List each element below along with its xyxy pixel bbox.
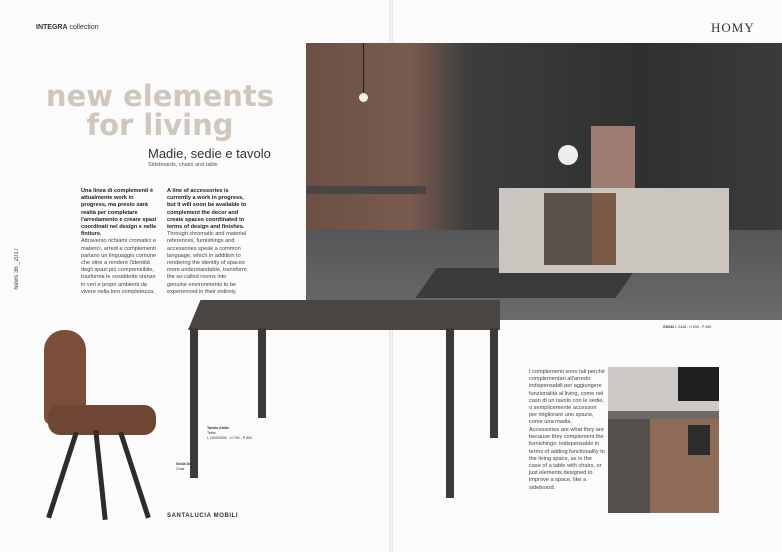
chair-leg — [93, 430, 107, 520]
caption-type: Table — [207, 431, 216, 435]
sideboard-open-shelf — [592, 193, 616, 265]
detail-door — [608, 419, 650, 513]
chair-caption — [176, 462, 236, 472]
text-column-english — [167, 188, 247, 296]
caption-dims: L 1600/2600 - H 750 - P 800 — [207, 436, 253, 440]
chair-leg — [46, 431, 79, 518]
table-leg — [446, 328, 454, 498]
header-brand: INTEGRA — [36, 24, 68, 31]
sideboard-caption — [663, 325, 773, 330]
page-title — [40, 79, 280, 142]
sideboard-detail-photo — [608, 367, 719, 513]
table-leg — [258, 328, 266, 418]
dining-table-image — [188, 300, 500, 480]
caption-dims: L 2448 - H 630 - P 480 — [675, 325, 712, 329]
photo-table-lamp — [558, 145, 578, 165]
chair-image — [32, 330, 172, 520]
title-line-1: new elements — [45, 79, 275, 113]
table-leg — [190, 328, 198, 478]
pendant-lamp-bulb — [359, 93, 368, 102]
photo-artwork — [591, 126, 635, 188]
subtitle-italian: Madie, sedie e tavolo — [148, 146, 271, 161]
title-line-2: for living — [86, 108, 234, 142]
right-text-english: Accessories are what they are because they complement the furnishings: indispensable in terms of adding functionality to the living space, as in the case of a table with chairs, or just elements designed to improve a space, like a sideboard. — [529, 427, 605, 491]
caption-name: GS042 — [663, 325, 675, 329]
lead-paragraph: Una linea di complementi è attualmente work in progress, ma presto sarà realtà per completare l'arredamento e creare spazi coordinati nel design e nelle finiture. — [81, 188, 157, 238]
pendant-lamp-cord — [363, 43, 364, 95]
section-header — [36, 24, 99, 31]
right-text-italian: I complementi sono tali perché complementari all'arredo: indispensabili per aggiungere funzionalità al living, come nel caso di un tavolo con le sedie, o semplicemente accessori per migliorare uno spazio, come una madia. — [529, 369, 605, 426]
living-room-photo — [306, 43, 782, 320]
table-top — [188, 300, 500, 330]
issue-label-left: News 36 _2017 — [14, 248, 20, 290]
table-leg — [490, 328, 498, 438]
header-section: collection — [69, 24, 99, 31]
table-caption — [207, 426, 277, 441]
brand-logo: HOMY — [711, 20, 755, 35]
chair-seat — [48, 405, 156, 435]
lead-paragraph: A line of accessories is currently a work in progress, but it will soon be available to complement the decor and create spaces coordinated in terms of design and finishes. — [167, 188, 247, 231]
detail-books — [688, 425, 710, 455]
detail-top-slab — [608, 411, 719, 419]
caption-name: Sedia Debby — [176, 462, 198, 466]
body-paragraph: Attraverso richiami cromatici e materici, arredi e complementi parlano un linguaggio comune che oltre a rendere l'identità degli spazi più comprensibile, trasforma le cosiddette stanze in veri e propri ambienti da vivere nella loro completezza. — [81, 238, 156, 295]
subtitle-english: Sideboards, chairs and table — [148, 162, 218, 168]
chair-leg — [118, 431, 151, 518]
sideboard-dark-door — [544, 193, 592, 265]
footer-logo: SANTALUCIA MOBILI — [167, 513, 239, 519]
caption-name: Tavolo Abide — [207, 426, 230, 430]
caption-type: Chair — [176, 467, 185, 471]
text-column-italian — [81, 188, 159, 296]
photo-dining-table — [306, 186, 426, 194]
detail-tv — [678, 367, 719, 401]
body-paragraph: Through chromatic and material references, furnishings and accessories speak a common language, which in addition to rendering the identity of spaces more understandable, transform the so-called rooms into genuine environments to be experienced in their entirety. — [167, 231, 247, 295]
